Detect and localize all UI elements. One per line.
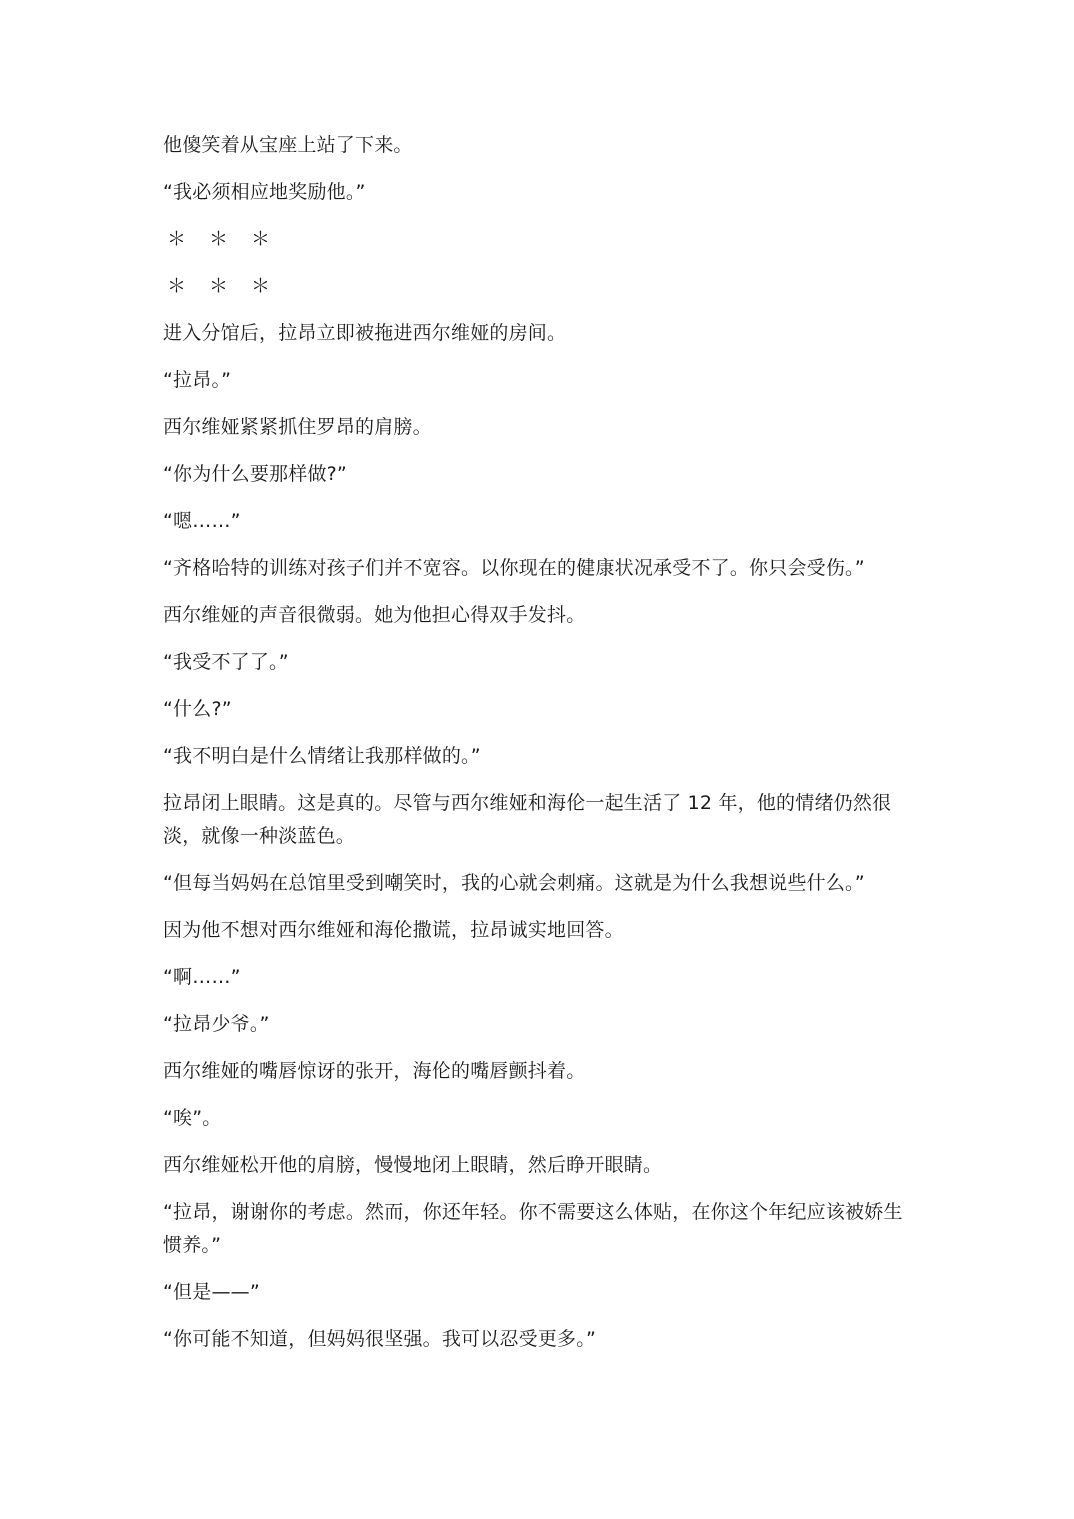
paragraph-1: 他傻笑着从宝座上站了下来。: [163, 134, 413, 156]
paragraph-17: 因为他不想对西尔维娅和海伦撒谎，拉昂诚实地回答。: [163, 919, 624, 941]
paragraph-5: 进入分馆后，拉昂立即被拖进西尔维娅的房间。: [163, 322, 567, 344]
scene-separator-1: ＊ ＊ ＊: [167, 228, 273, 250]
paragraph-14: “我不明白是什么情绪让我那样做的。”: [163, 745, 481, 767]
paragraph-22: 西尔维娅松开他的肩膀，慢慢地闭上眼睛，然后睁开眼睛。: [163, 1154, 663, 1176]
paragraph-19: “拉昂少爷。”: [163, 1013, 270, 1035]
paragraph-18: “啊……”: [163, 966, 241, 988]
document-body: [163, 129, 913, 1370]
paragraph-2: “我必须相应地奖励他。”: [163, 181, 366, 203]
paragraph-8: “你为什么要那样做?”: [163, 463, 347, 485]
paragraph-12: “我受不了了。”: [163, 651, 289, 673]
paragraph-6: “拉昂。”: [163, 369, 232, 391]
paragraph-24: “但是——”: [163, 1281, 260, 1303]
paragraph-15: 拉昂闭上眼睛。这是真的。尽管与西尔维娅和海伦一起生活了 12 年，他的情绪仍然很淡，就像一种淡蓝色。: [163, 792, 892, 847]
paragraph-20: 西尔维娅的嘴唇惊讶的张开，海伦的嘴唇颤抖着。: [163, 1060, 586, 1082]
paragraph-23: “拉昂，谢谢你的考虑。然而，你还年轻。你不需要这么体贴，在你这个年纪应该被娇生惯养。”: [163, 1201, 903, 1256]
paragraph-11: 西尔维娅的声音很微弱。她为他担心得双手发抖。: [163, 604, 586, 626]
paragraph-25: “你可能不知道，但妈妈很坚强。我可以忍受更多。”: [163, 1328, 596, 1350]
paragraph-21: “唉”。: [163, 1107, 222, 1129]
paragraph-16: “但每当妈妈在总馆里受到嘲笑时，我的心就会刺痛。这就是为什么我想说些什么。”: [163, 872, 865, 894]
paragraph-7: 西尔维娅紧紧抓住罗昂的肩膀。: [163, 416, 432, 438]
paragraph-10: “齐格哈特的训练对孩子们并不宽容。以你现在的健康状况承受不了。你只会受伤。”: [163, 557, 865, 579]
scene-separator-2: ＊ ＊ ＊: [167, 275, 273, 297]
paragraph-13: “什么?”: [163, 698, 232, 720]
paragraph-9: “嗯……”: [163, 510, 241, 532]
